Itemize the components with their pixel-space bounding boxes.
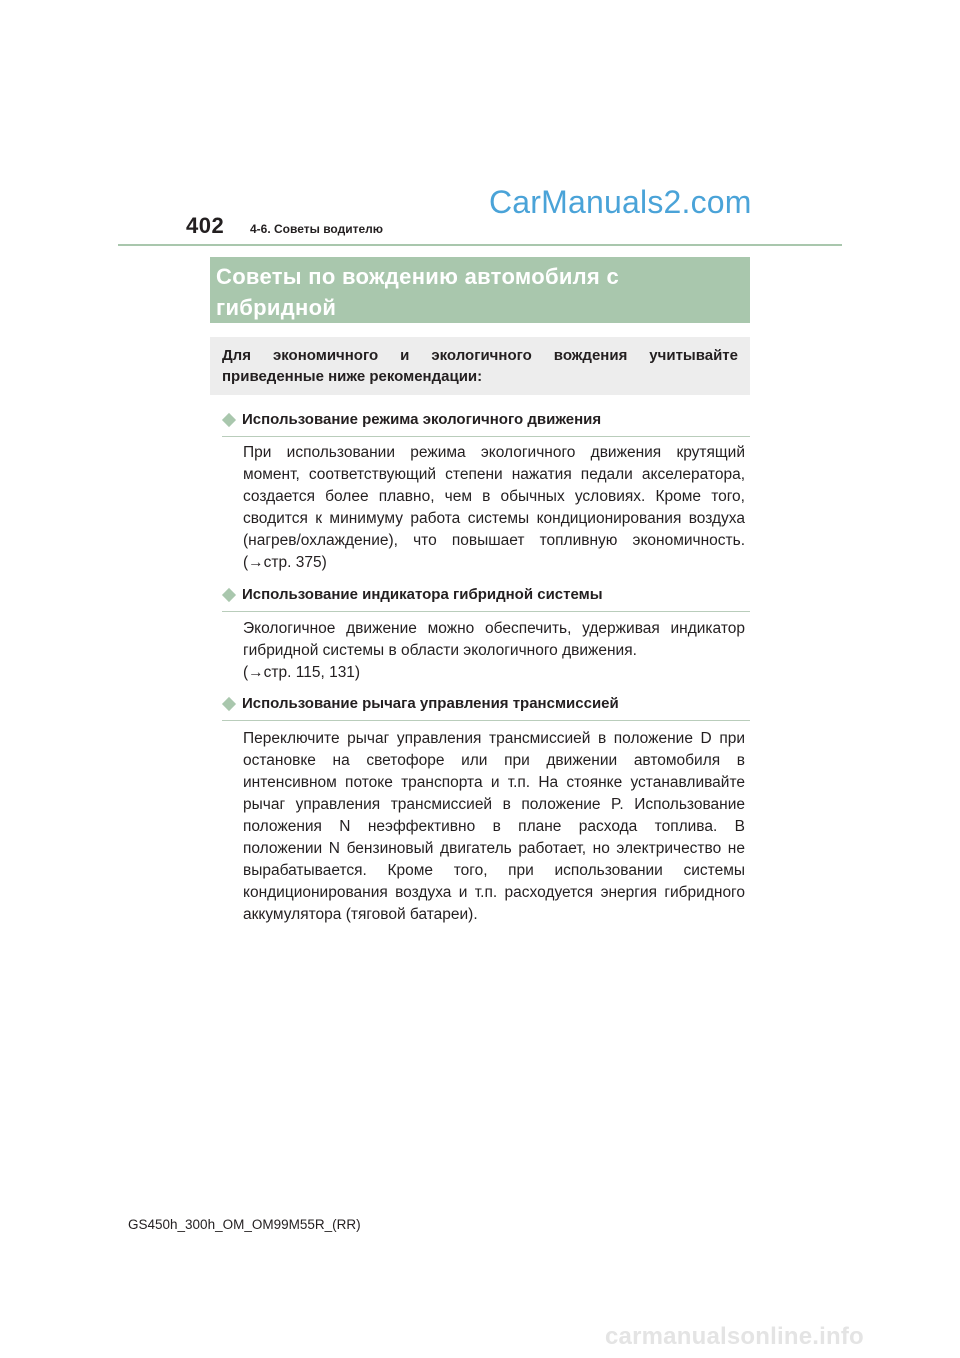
text-line: остановке на светофоре или при движении автомобиля в [243, 752, 745, 769]
page-title-line-1: Советы по вождению автомобиля с гибридной [216, 264, 620, 320]
subheading-hybrid-indicator [222, 585, 750, 612]
watermark-footer[interactable]: carmanualsonline.info [605, 1323, 864, 1350]
text-line: рычаг управления трансмиссией в положение P. Использование [243, 796, 745, 813]
page-number: 402 [186, 213, 225, 238]
text-line: (нагрев/охлаждение), что повышает топливную экономичность. [243, 532, 745, 549]
text-line: кондиционирования воздуха и т.п. расходуется энергия гибридного [243, 884, 745, 901]
paragraph-hybrid-indicator [243, 618, 745, 684]
text-line: момент, соответствующий степени нажатия педали акселератора, [243, 466, 745, 483]
subheading-shift-lever-text: Использование рычага управления трансмиссией [242, 695, 619, 712]
text-line: положении N бензиновый двигатель работает, но электричество не [243, 840, 745, 857]
subheading-eco-mode [222, 410, 750, 437]
text-line: сводится к минимуму работа системы кондиционирования воздуха [243, 510, 745, 527]
intro-box [210, 337, 750, 395]
watermark-logo[interactable]: CarManuals2.com [489, 184, 752, 220]
intro-line-2: приведенные ниже рекомендации: [222, 368, 483, 385]
text-line: Переключите рычаг управления трансмиссией в положение D при [243, 730, 745, 747]
text-line: аккумулятора (тяговой батареи). [243, 906, 478, 923]
text-line: положения N неэффективно в плане расхода топлива. В [243, 818, 745, 835]
header-rule [118, 244, 842, 246]
text-line: создается более плавно, чем в обычных условиях. Кроме того, [243, 488, 745, 505]
title-box [210, 257, 750, 323]
subheading-shift-lever [222, 694, 750, 721]
text-line: При использовании режима экологичного движения крутящий [243, 444, 745, 461]
paragraph-eco-mode [243, 442, 745, 574]
subheading-hybrid-indicator-text: Использование индикатора гибридной системы [242, 586, 603, 603]
section-title: 4-6. Советы водителю [250, 222, 384, 236]
page-reference: (→стр. 375) [243, 554, 327, 571]
intro-text [222, 345, 738, 387]
text-line: гибридной системы в области экологичного движения. [243, 642, 637, 659]
diamond-bullet-icon [222, 587, 236, 601]
intro-line-1: Для экономичного и экологичного вождения учитывайте [222, 347, 738, 364]
paragraph-shift-lever [243, 728, 745, 926]
text-line: интенсивном потоке транспорта и т.п. На стоянке устанавливайте [243, 774, 745, 791]
diamond-bullet-icon [222, 412, 236, 426]
text-line: вырабатывается. Кроме того, при использовании системы [243, 862, 745, 879]
footer-code: GS450h_300h_OM_OM99M55R_(RR) [128, 1217, 361, 1232]
diamond-bullet-icon [222, 696, 236, 710]
subheading-eco-mode-text: Использование режима экологичного движения [242, 411, 602, 428]
page-reference: (→стр. 115, 131) [243, 664, 361, 681]
text-line: Экологичное движение можно обеспечить, удерживая индикатор [243, 620, 745, 637]
